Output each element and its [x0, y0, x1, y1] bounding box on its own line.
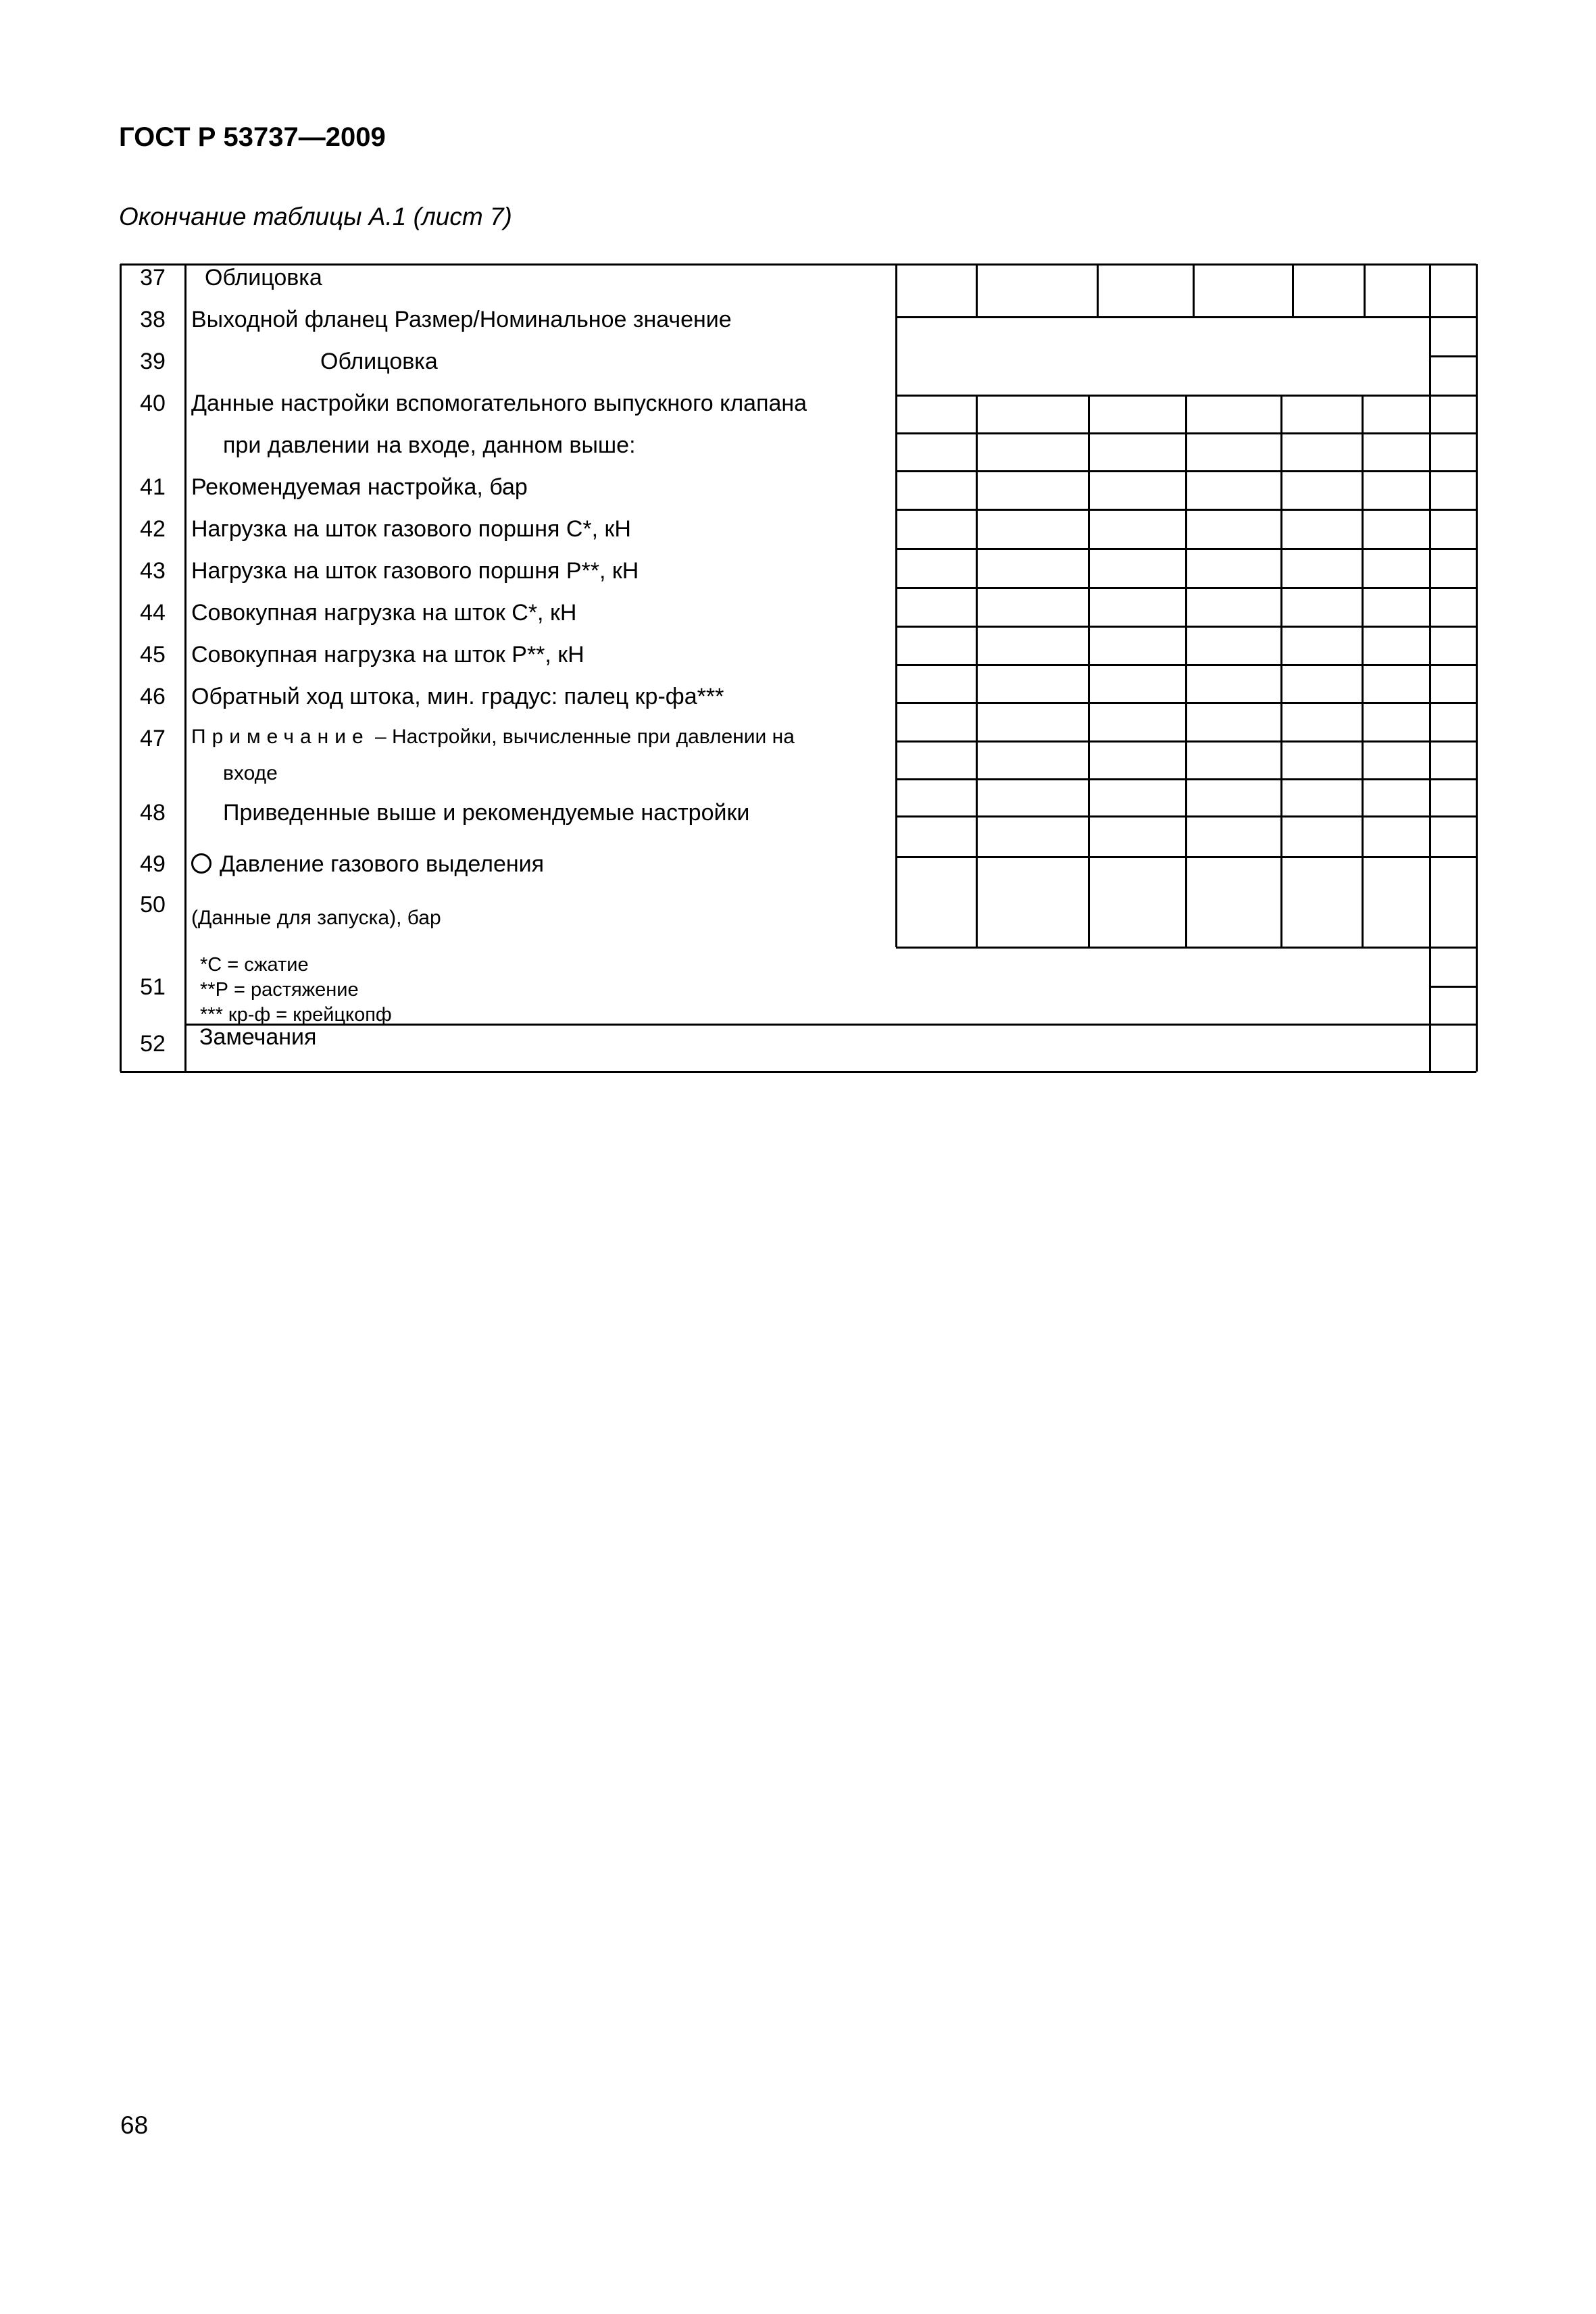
footnote-line: *** кр-ф = крейцкопф [200, 1004, 392, 1026]
table-rule-v [1292, 264, 1294, 317]
table-rule-v [895, 317, 897, 395]
table-rule-v [1088, 395, 1090, 947]
table-rule-h [1430, 355, 1476, 357]
row-number: 39 [140, 349, 166, 374]
table-rule-v [895, 264, 897, 317]
row-label: входе [223, 762, 278, 784]
row-number: 50 [140, 892, 166, 917]
table-rule-h [120, 1071, 1476, 1073]
row-number: 46 [140, 684, 166, 709]
table-rule-h [1430, 986, 1476, 988]
table-rule-v [1193, 264, 1195, 317]
row-label: при давлении на входе, данном выше: [223, 432, 636, 458]
row-label: Данные настройки вспомогательного выпускного клапана [191, 391, 807, 416]
table-rule-v [1364, 264, 1366, 317]
table-rule-v [976, 395, 978, 947]
row-label: Обратный ход штока, мин. градус: палец кр-фа*** [191, 684, 724, 709]
footnotes [200, 953, 392, 1028]
row-number: 52 [140, 1031, 166, 1057]
row-number: 51 [140, 974, 166, 1000]
table-rule-v [1476, 264, 1478, 1072]
page-number: 68 [120, 2111, 149, 2139]
row-label: Облицовка [320, 349, 438, 374]
table-rule-v [1429, 264, 1431, 1072]
table-rule-h [120, 263, 1476, 266]
row-label: (Данные для запуска), бар [191, 907, 441, 929]
circle-icon [191, 853, 211, 874]
row-number: 48 [140, 800, 166, 826]
row-number: 37 [140, 265, 166, 291]
table-rule-h [1430, 316, 1476, 318]
row-label [191, 726, 795, 749]
table-rule-v [895, 395, 897, 947]
row-label: Нагрузка на шток газового поршня Р**, кН [191, 558, 639, 584]
row-label: Облицовка [205, 265, 322, 291]
row-number: 45 [140, 642, 166, 668]
table-caption: Окончание таблицы А.1 (лист 7) [119, 203, 512, 230]
note-prefix: Примечание [191, 726, 370, 748]
row-label [191, 851, 544, 878]
note-text: – Настройки, вычисленные при давлении на [369, 726, 795, 748]
row-label: Рекомендуемая настройка, бар [191, 474, 528, 500]
row-number: 49 [140, 851, 166, 877]
row-label: Совокупная нагрузка на шток Р**, кН [191, 642, 584, 668]
row-label-text: Давление газового выделения [220, 851, 545, 877]
footnote-line: **Р = растяжение [200, 979, 359, 1001]
row-number: 42 [140, 516, 166, 542]
table-rule-v [1362, 395, 1364, 947]
row-number: 38 [140, 307, 166, 332]
row-number: 47 [140, 726, 166, 751]
row-label: Совокупная нагрузка на шток С*, кН [191, 600, 577, 626]
row-number: 43 [140, 558, 166, 584]
row-number: 44 [140, 600, 166, 626]
row-number: 40 [140, 391, 166, 416]
table-rule-v [1280, 395, 1282, 947]
standard-header: ГОСТ Р 53737—2009 [119, 122, 386, 152]
table-rule-v [1185, 395, 1187, 947]
row-number: 41 [140, 474, 166, 500]
footnote-line: *С = сжатие [200, 954, 309, 976]
table-rule-v [1097, 264, 1099, 317]
row-label: Выходной фланец Размер/Номинальное значение [191, 307, 732, 332]
table-rule-v [976, 264, 978, 317]
row-label: Приведенные выше и рекомендуемые настройки [223, 800, 750, 826]
row-label: Нагрузка на шток газового поршня С*, кН [191, 516, 631, 542]
row-label: Замечания [199, 1024, 317, 1050]
